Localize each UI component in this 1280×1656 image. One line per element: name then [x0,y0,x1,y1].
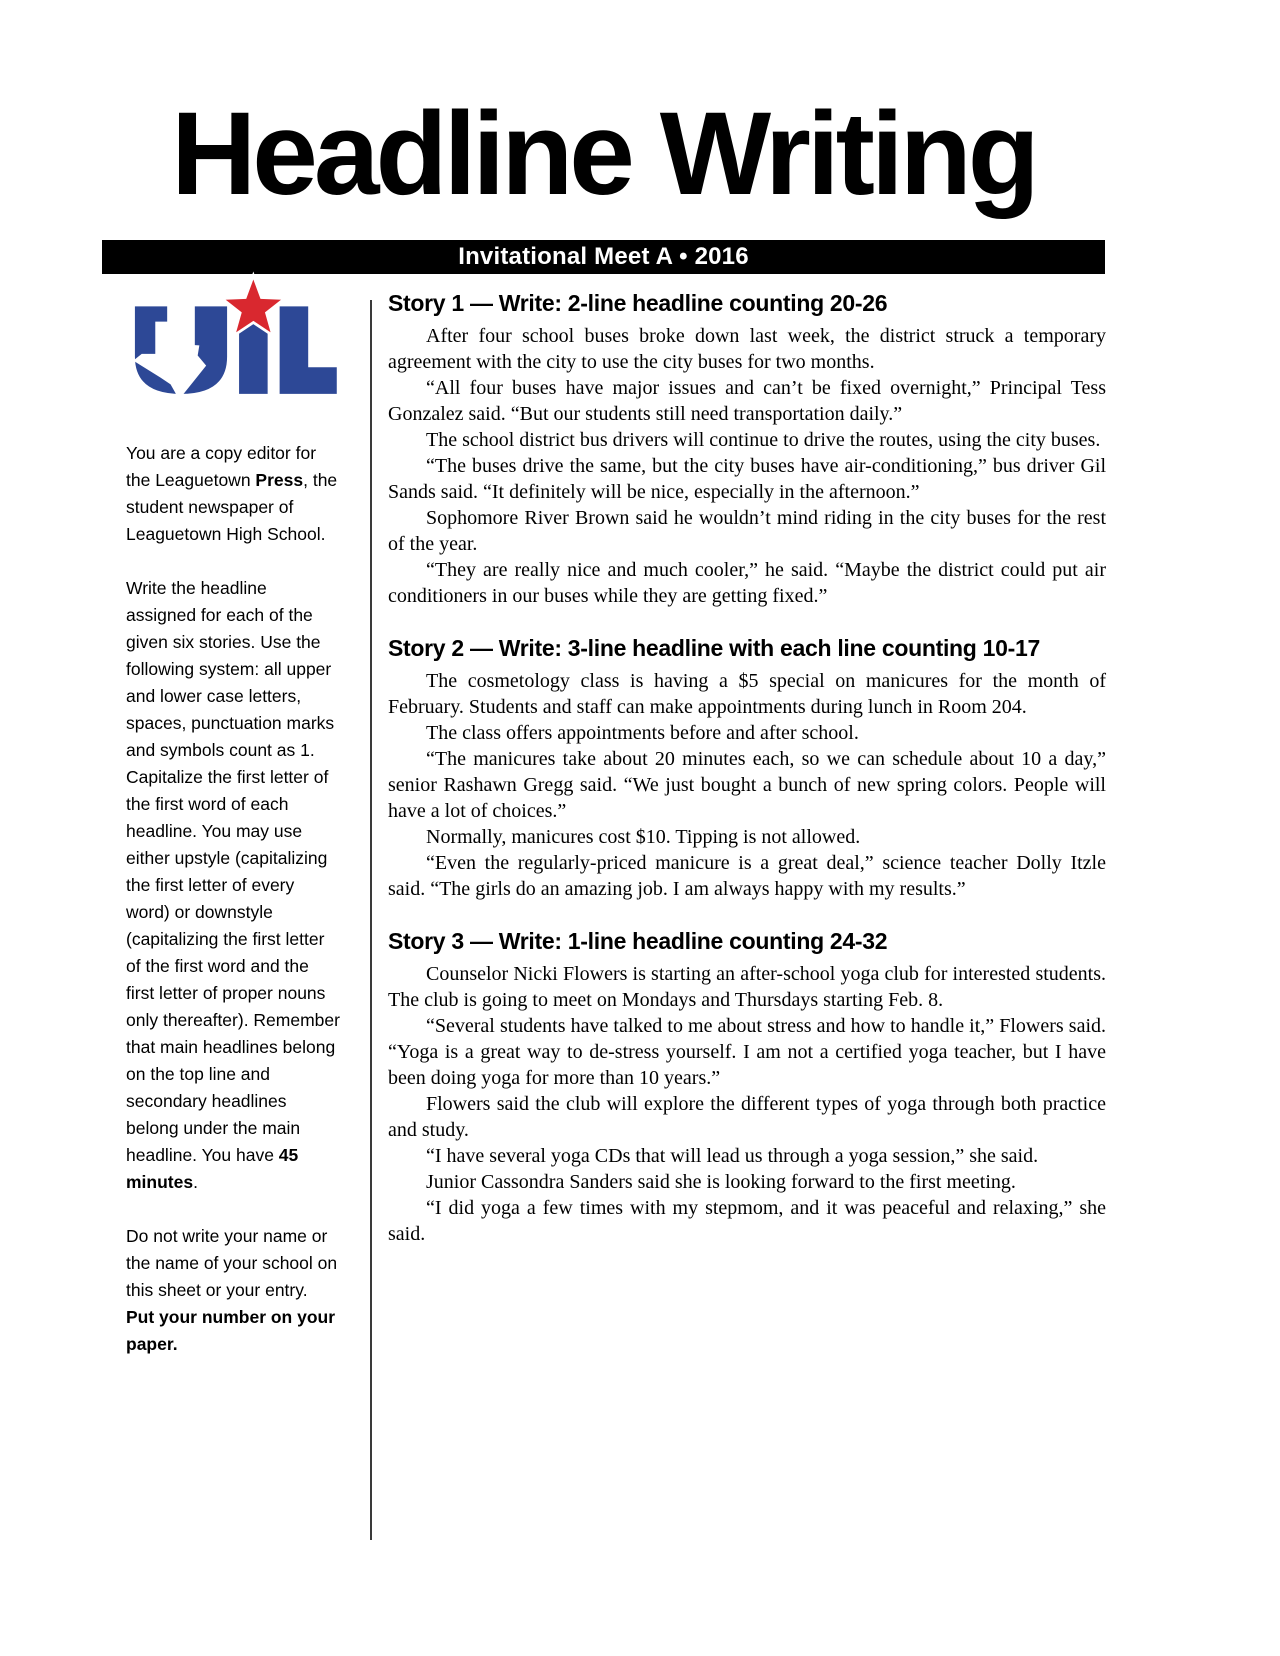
sidebar-paragraph-instructions [126,575,340,1196]
sidebar-text: You are a copy editor for the Leaguetown [126,443,317,490]
sidebar-text: Do not write your name or the name of your school on this sheet or your entry. [126,1226,338,1300]
stories-column [388,290,1106,1273]
story-paragraph: Flowers said the club will explore the different types of yoga through both practice and study. [388,1093,1106,1141]
story-paragraph: The school district bus drivers will continue to drive the routes, using the city buses. [426,429,1101,451]
story-paragraph: “The buses drive the same, but the city buses have air-conditioning,” bus driver Gil Sands said. “It definitely will be nice, especially in the afternoon.” [388,455,1106,503]
story-paragraph: Counselor Nicki Flowers is starting an after-school yoga club for interested students. The club is going to meet on Mondays and Thursdays starting Feb. 8. [388,963,1106,1011]
story-paragraph: The cosmetology class is having a $5 special on manicures for the month of February. Students and staff can make appointments during lunch in Room 204. [388,670,1106,718]
sidebar [126,266,340,1385]
sidebar-bold-press: Press [255,470,304,490]
sidebar-bold-45-minutes: 45 minutes [126,1145,299,1192]
uil-letter-l [278,305,338,395]
story-1-heading: Story 1 — Write: 2-line headline counting 20-26 [388,290,888,316]
uil-logo-icon [128,268,340,424]
banner-text: Invitational Meet A • 2016 [458,243,749,270]
column-divider [370,300,372,1540]
story-paragraph: Junior Cassondra Sanders said she is looking forward to the first meeting. [426,1171,1016,1193]
story-paragraph: “I have several yoga CDs that will lead us through a yoga session,” she said. [426,1145,1039,1167]
sidebar-text: , the student newspaper of Leaguetown High School. [126,470,338,544]
story-paragraph: “Even the regularly-priced manicure is a great deal,” science teacher Dolly Itzle said. “The girls do an amazing job. I am always happy with my results.” [388,852,1106,900]
story-3 [388,928,1106,1247]
story-paragraph: The class offers appointments before and after school. [426,722,859,744]
page-title: Headline Writing [171,88,1036,220]
sidebar-text: Write the headline assigned for each of the given six stories. Use the following system: all upper and lower case letters, spaces, punctuation marks and symbols count as 1. Capitalize the first letter of the first word of each headline. You may use either upstyle (capitalizing the first letter of every word) or downstyle (capitalizing the first letter of the first word and the first letter of proper nouns only thereafter). Remember that main headlines belong on the top line and secondary headlines belong under the main headline. You have [126,578,340,1165]
story-paragraph: “All four buses have major issues and can’t be fixed overnight,” Principal Tess Gonzalez said. “But our students still need transportation daily.” [388,377,1106,425]
sidebar-paragraph-intro [126,440,340,548]
sidebar-bold-number: Put your number on your paper. [126,1307,336,1354]
story-paragraph: “They are really nice and much cooler,” he said. “Maybe the district could put air conditioners in our buses while they are getting fixed.” [388,559,1106,607]
story-paragraph: “I did yoga a few times with my stepmom, and it was peaceful and relaxing,” she said. [388,1197,1106,1245]
story-2 [388,635,1106,902]
story-paragraph: After four school buses broke down last week, the district struck a temporary agreement with the city to use the city buses for two months. [388,325,1106,373]
story-paragraph: Normally, manicures cost $10. Tipping is not allowed. [426,826,861,848]
sidebar-text: . [193,1172,198,1192]
story-2-heading: Story 2 — Write: 3-line headline with each line counting 10-17 [388,635,1040,661]
story-paragraph: “Several students have talked to me about stress and how to handle it,” Flowers said. “Yoga is a great way to de-stress yourself. I am not a certified yoga teacher, but I have been doing yoga for more than 10 years.” [388,1015,1106,1089]
story-3-heading: Story 3 — Write: 1-line headline counting 24-32 [388,928,888,954]
story-paragraph: Sophomore River Brown said he wouldn’t mind riding in the city buses for the rest of the year. [388,507,1106,555]
story-1 [388,290,1106,609]
story-paragraph: “The manicures take about 20 minutes each, so we can schedule about 10 a day,” senior Rashawn Gregg said. “We just bought a bunch of new spring colors. People will have a lot of choices.” [388,748,1106,822]
sidebar-paragraph-warning [126,1223,340,1358]
